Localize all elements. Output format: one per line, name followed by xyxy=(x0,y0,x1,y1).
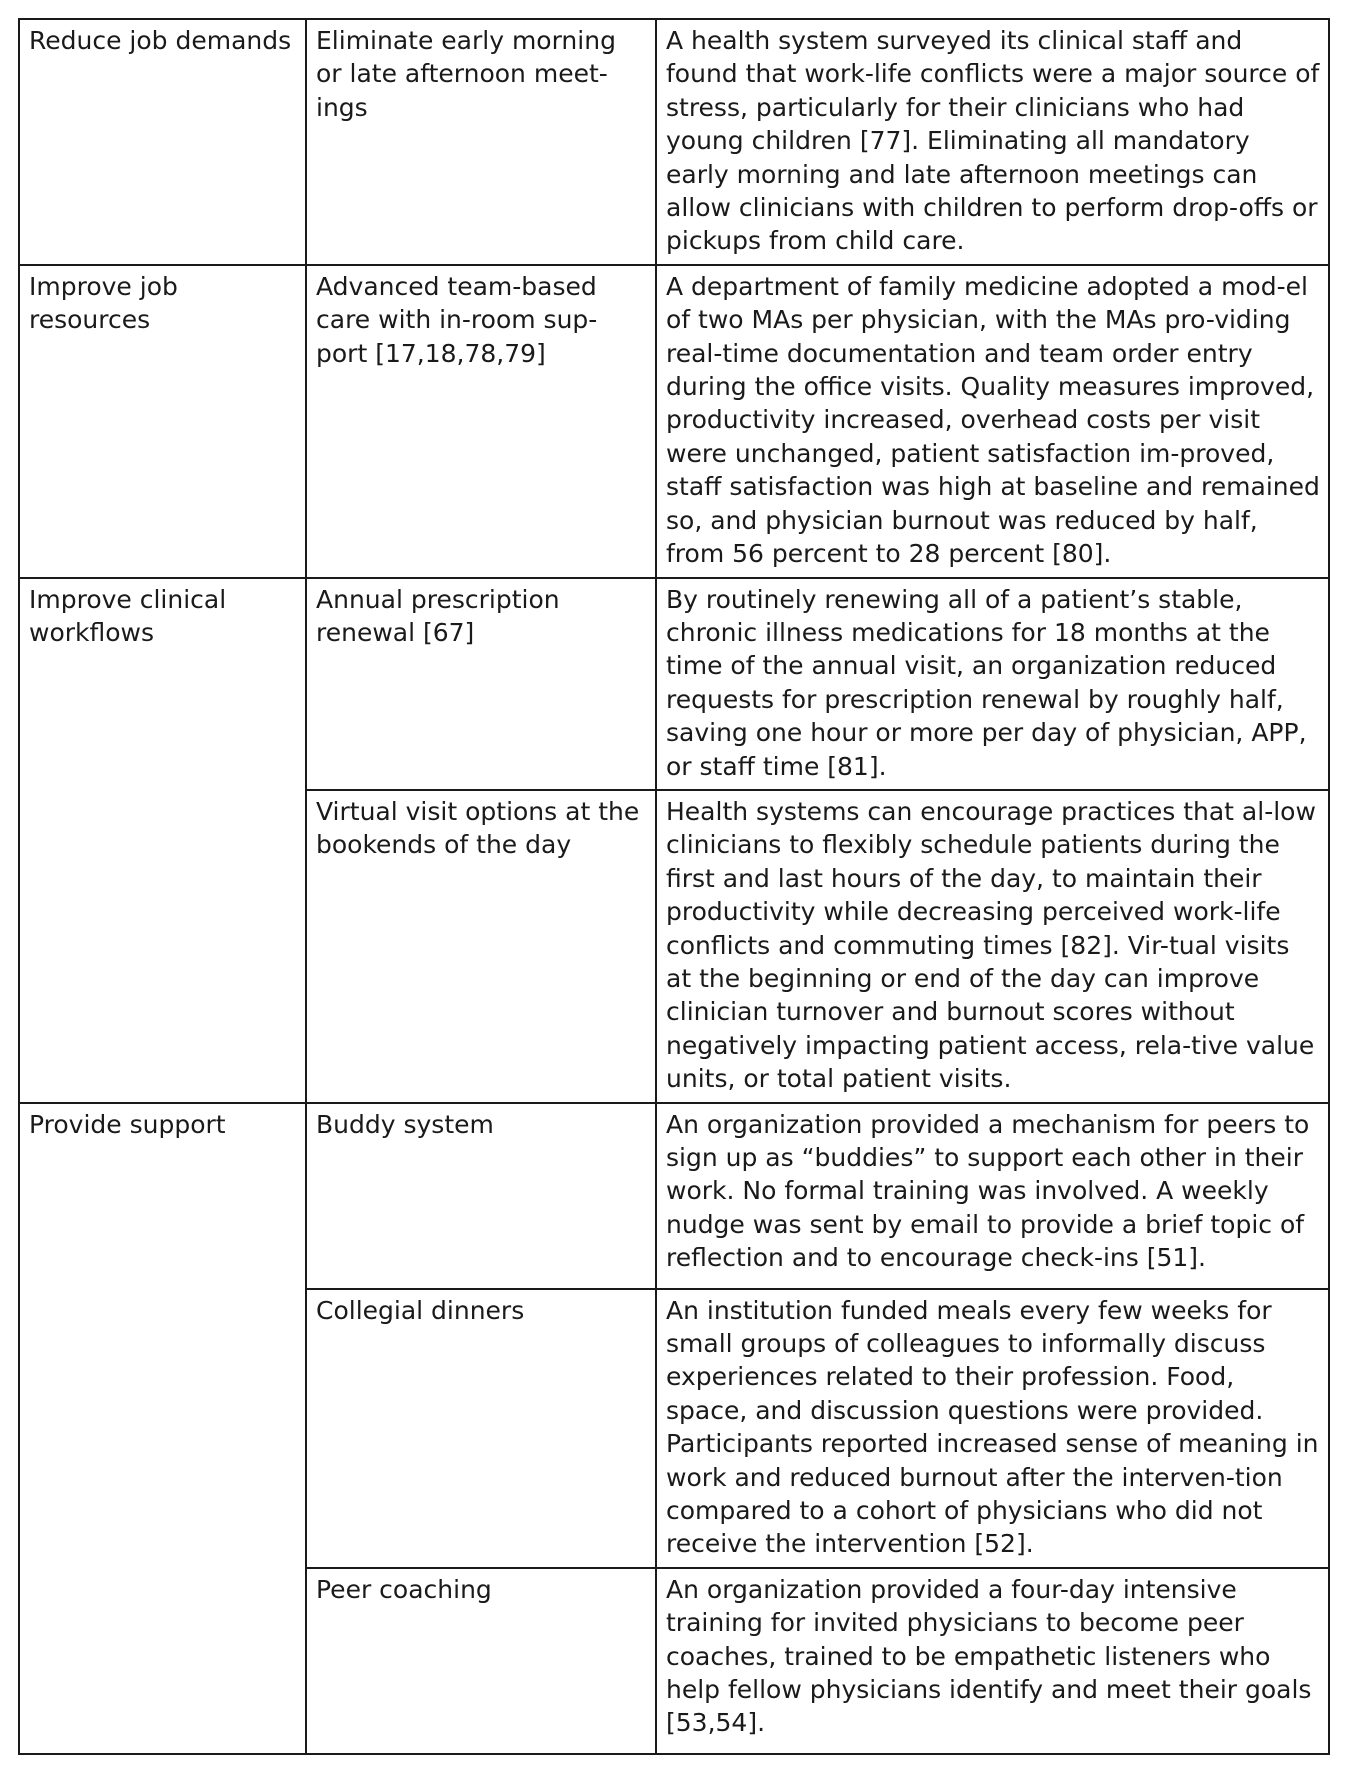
table-row xyxy=(19,578,1329,790)
description-cell: Health systems can encourage practices that al-low clinicians to flexibly schedule patients during the first and last hours of the day, to maintain their productivity while decreasing perceived work-life conflicts and commuting times [82]. Vir-tual visits at the beginning or end of the day can improve clinician turnover and burnout scores without negatively impacting patient access, rela-tive value units, or total patient visits. xyxy=(656,790,1329,1103)
description-cell: An organization provided a four-day intensive training for invited physicians to become peer coaches, trained to be empathetic listeners who help fellow physicians identify and meet their goals [53,54]. xyxy=(656,1568,1329,1754)
description-cell: A health system surveyed its clinical staff and found that work-life conflicts were a major source of stress, particularly for their clinicians who had young children [77]. Eliminating all mandatory early morning and late afternoon meetings can allow clinicians with children to perform drop-offs or pickups from child care. xyxy=(656,19,1329,265)
strategy-cell: Improve clinical workflows xyxy=(19,578,306,1103)
description-cell: An institution funded meals every few weeks for small groups of colleagues to informally discuss experiences related to their profession. Food, space, and discussion questions were provided. Participants reported increased sense of meaning in work and reduced burnout after the interven-tion compared to a cohort of physicians who did not receive the intervention [52]. xyxy=(656,1289,1329,1568)
table-row xyxy=(19,19,1329,265)
intervention-cell: Eliminate early morning or late afternoon meet-ings xyxy=(306,19,656,265)
intervention-cell: Advanced team-based care with in-room sup-port [17,18,78,79] xyxy=(306,265,656,578)
intervention-cell: Virtual visit options at the bookends of the day xyxy=(306,790,656,1103)
table-row xyxy=(19,1103,1329,1289)
description-cell: By routinely renewing all of a patient’s stable, chronic illness medications for 18 months at the time of the annual visit, an organization reduced requests for prescription renewal by roughly half, saving one hour or more per day of physician, APP, or staff time [81]. xyxy=(656,578,1329,790)
table-row xyxy=(19,265,1329,578)
strategy-cell: Provide support xyxy=(19,1103,306,1754)
strategy-cell: Reduce job demands xyxy=(19,19,306,265)
intervention-cell: Collegial dinners xyxy=(306,1289,656,1568)
intervention-cell: Annual prescription renewal [67] xyxy=(306,578,656,790)
intervention-cell: Peer coaching xyxy=(306,1568,656,1754)
strategy-cell: Improve job resources xyxy=(19,265,306,578)
interventions-table xyxy=(18,18,1330,1755)
intervention-cell: Buddy system xyxy=(306,1103,656,1289)
description-cell: A department of family medicine adopted a mod-el of two MAs per physician, with the MAs pro-viding real-time documentation and team order entry during the office visits. Quality measures improved, productivity increased, overhead costs per visit were unchanged, patient satisfaction im-proved, staff satisfaction was high at baseline and remained so, and physician burnout was reduced by half, from 56 percent to 28 percent [80]. xyxy=(656,265,1329,578)
description-cell: An organization provided a mechanism for peers to sign up as “buddies” to support each other in their work. No formal training was involved. A weekly nudge was sent by email to provide a brief topic of reflection and to encourage check-ins [51]. xyxy=(656,1103,1329,1289)
